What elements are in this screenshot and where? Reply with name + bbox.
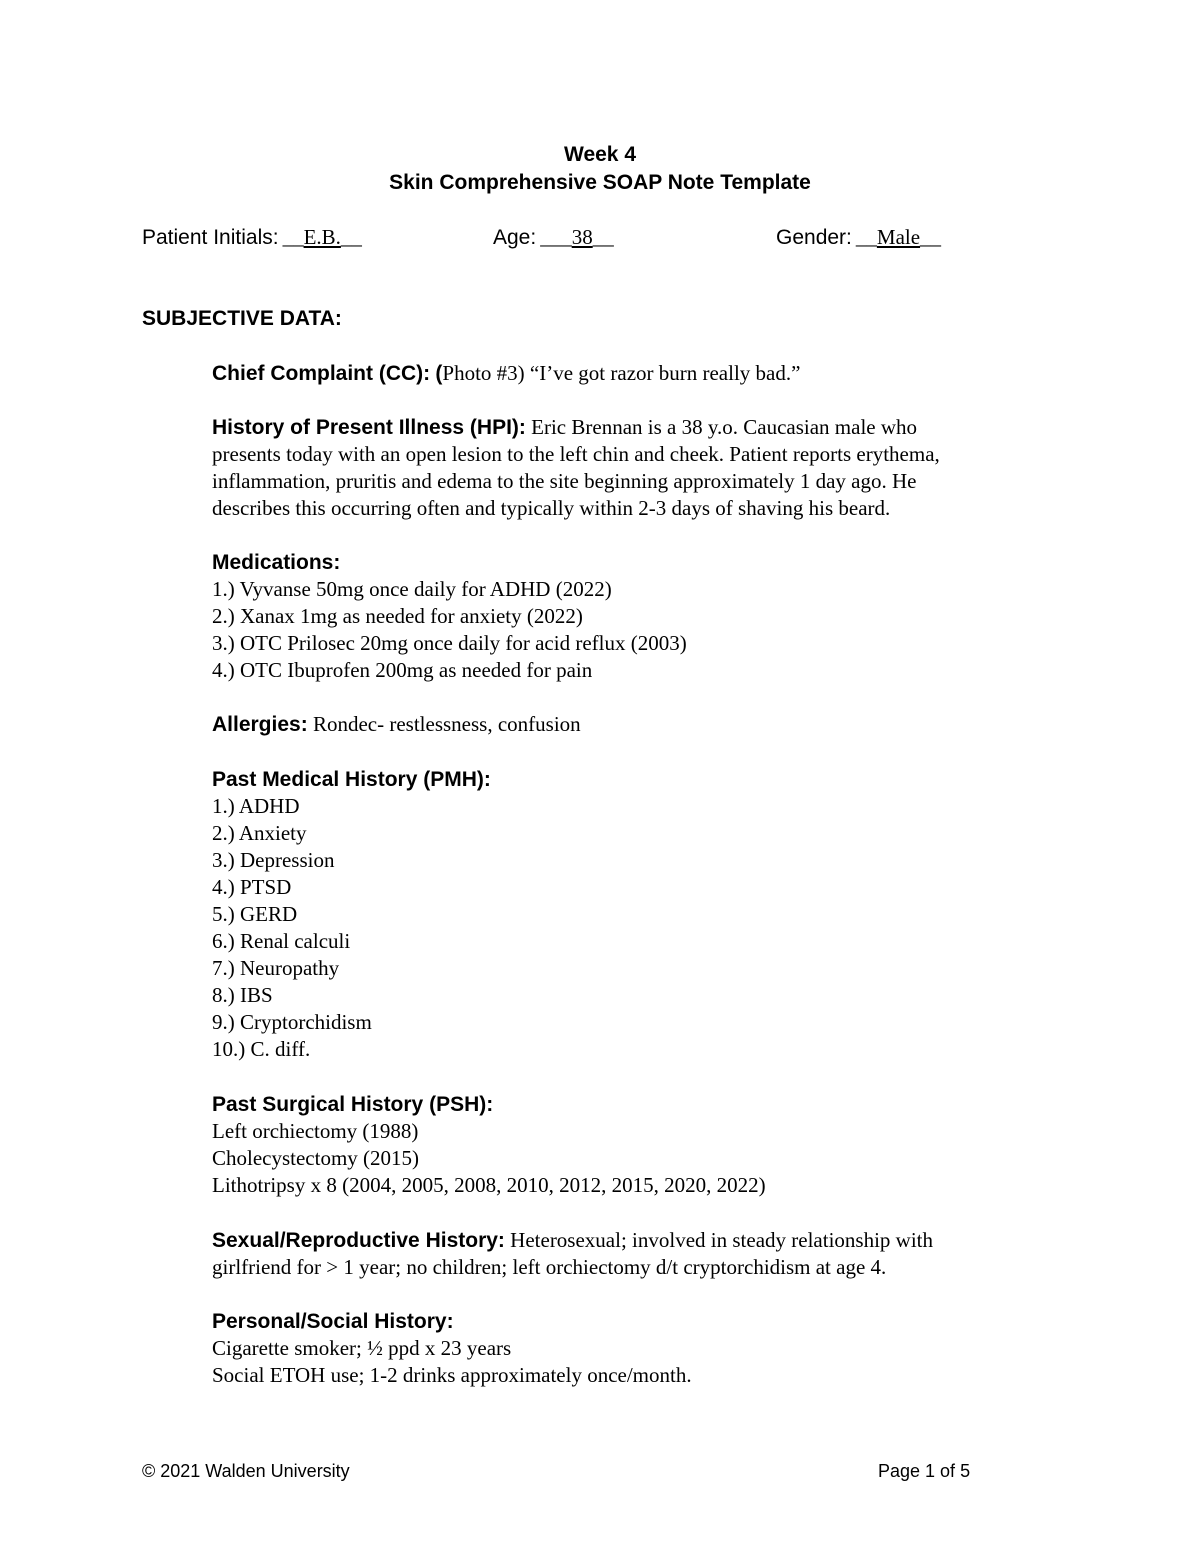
patient-age-label: Age: — [493, 226, 537, 249]
chief-complaint-text: Photo #3) “I’ve got razor burn really bad.” — [442, 361, 801, 385]
sexual-history-line: girlfriend for > 1 year; no children; left orchiectomy d/t cryptorchidism at age 4. — [212, 1255, 887, 1279]
social-history-label: Personal/Social History: — [212, 1310, 454, 1333]
chief-complaint-paren: ( — [435, 362, 443, 385]
pmh-item: 2.) Anxiety — [212, 821, 307, 845]
pmh-item: 5.) GERD — [212, 902, 298, 926]
social-history-item: Cigarette smoker; ½ ppd x 23 years — [212, 1336, 512, 1360]
patient-gender-prefix: __ — [855, 225, 877, 249]
week-title: Week 4 — [564, 143, 636, 166]
medication-item: 3.) OTC Prilosec 20mg once daily for acid reflux (2003) — [212, 631, 687, 655]
chief-complaint-section — [212, 360, 1052, 387]
psh-label: Past Surgical History (PSH): — [212, 1093, 494, 1116]
patient-initials-label: Patient Initials: — [142, 226, 279, 249]
patient-age-prefix: ___ — [540, 225, 572, 249]
psh-item: Cholecystectomy (2015) — [212, 1146, 420, 1170]
pmh-label: Past Medical History (PMH): — [212, 768, 491, 791]
patient-initials-prefix: __ — [282, 225, 304, 249]
medications-label: Medications: — [212, 551, 341, 574]
hpi-label: History of Present Illness (HPI): — [212, 416, 526, 439]
pmh-item: 9.) Cryptorchidism — [212, 1010, 372, 1034]
allergies-text: Rondec- restlessness, confusion — [312, 712, 581, 736]
patient-initials-suffix: __ — [340, 225, 362, 249]
pmh-item: 3.) Depression — [212, 848, 335, 872]
subjective-heading: SUBJECTIVE DATA: — [142, 307, 342, 330]
patient-gender — [776, 225, 941, 250]
hpi-line: presents today with an open lesion to the left chin and cheek. Patient reports erythema, — [212, 442, 940, 466]
pmh-item: 4.) PTSD — [212, 875, 292, 899]
allergies-section — [212, 711, 1052, 738]
social-history-item: Social ETOH use; 1-2 drinks approximately once/month. — [212, 1363, 692, 1387]
medications-section — [212, 549, 1052, 684]
psh-section — [212, 1091, 1052, 1199]
medication-item: 1.) Vyvanse 50mg once daily for ADHD (2022) — [212, 577, 612, 601]
sexual-history-section — [212, 1227, 1052, 1281]
hpi-line: inflammation, pruritis and edema to the site beginning approximately 1 day ago. He — [212, 469, 917, 493]
psh-item: Left orchiectomy (1988) — [212, 1119, 419, 1143]
patient-initials-value: E.B. — [303, 225, 341, 249]
footer-copyright: © 2021 Walden University — [142, 1461, 350, 1481]
patient-age-suffix: __ — [592, 225, 614, 249]
patient-gender-value: Male — [876, 225, 921, 249]
social-history-section — [212, 1308, 1052, 1389]
pmh-item: 7.) Neuropathy — [212, 956, 340, 980]
pmh-item: 10.) C. diff. — [212, 1037, 311, 1061]
pmh-item: 8.) IBS — [212, 983, 273, 1007]
patient-age — [493, 225, 614, 250]
pmh-item: 1.) ADHD — [212, 794, 300, 818]
pmh-item: 6.) Renal calculi — [212, 929, 351, 953]
hpi-line: Eric Brennan is a 38 y.o. Caucasian male who — [531, 415, 918, 439]
patient-initials — [142, 225, 362, 250]
hpi-line: describes this occurring often and typically within 2-3 days of shaving his beard. — [212, 496, 891, 520]
chief-complaint-label: Chief Complaint (CC): — [212, 362, 431, 385]
document-title: Skin Comprehensive SOAP Note Template — [389, 171, 811, 194]
hpi-section — [212, 414, 1052, 522]
sexual-history-line: Heterosexual; involved in steady relationship with — [510, 1228, 933, 1252]
allergies-label: Allergies: — [212, 713, 308, 736]
medication-item: 2.) Xanax 1mg as needed for anxiety (2022) — [212, 604, 583, 628]
pmh-section — [212, 766, 1052, 1063]
sexual-history-label: Sexual/Reproductive History: — [212, 1229, 505, 1252]
medication-item: 4.) OTC Ibuprofen 200mg as needed for pain — [212, 658, 593, 682]
psh-item: Lithotripsy x 8 (2004, 2005, 2008, 2010, 2012, 2015, 2020, 2022) — [212, 1173, 766, 1197]
footer-page-number: Page 1 of 5 — [878, 1461, 971, 1481]
patient-gender-suffix: __ — [920, 225, 942, 249]
patient-age-value: 38 — [571, 225, 593, 249]
patient-gender-label: Gender: — [776, 226, 852, 249]
